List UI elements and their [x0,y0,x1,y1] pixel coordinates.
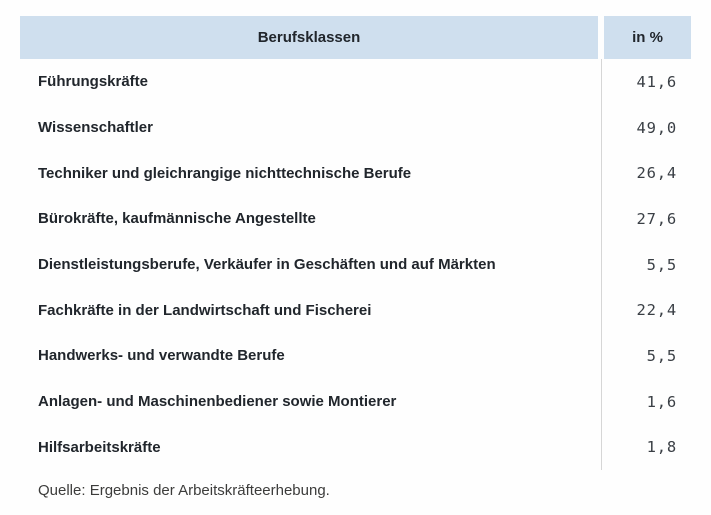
occupation-classes-table [20,16,691,470]
row-value: 5,5 [601,242,691,288]
source-note: Quelle: Ergebnis der Arbeitskräfteerhebung. [38,482,330,499]
table-row [20,379,691,425]
table-row [20,425,691,471]
table-row [20,59,691,105]
table-body [20,59,691,470]
row-label: Anlagen- und Maschinenbediener sowie Montierer [38,393,397,411]
row-label: Handwerks- und verwandte Berufe [38,347,285,365]
row-value: 22,4 [601,287,691,333]
row-label: Hilfsarbeitskräfte [38,438,161,456]
row-label: Führungskräfte [38,73,149,91]
row-value: 49,0 [601,105,691,151]
row-value: 1,6 [601,379,691,425]
row-label: Fachkräfte in der Landwirtschaft und Fischerei [38,301,372,319]
table-row [20,196,691,242]
row-value: 27,6 [601,196,691,242]
table-row [20,333,691,379]
row-value: 5,5 [601,333,691,379]
table-row [20,150,691,196]
row-value: 41,6 [601,59,691,105]
row-label: Bürokräfte, kaufmännische Angestellte [38,210,316,228]
column-header-percent: in % [604,16,691,59]
table-header-row [20,16,691,59]
row-value: 26,4 [601,150,691,196]
row-label: Dienstleistungsberufe, Verkäufer in Geschäften und auf Märkten [38,255,496,273]
table-row [20,105,691,151]
row-label: Wissenschaftler [38,118,153,136]
table-row [20,287,691,333]
row-value: 1,8 [601,425,691,471]
row-label: Techniker und gleichrangige nichttechnische Berufe [38,164,412,182]
table-row [20,242,691,288]
column-header-berufsklassen: Berufsklassen [20,16,598,59]
